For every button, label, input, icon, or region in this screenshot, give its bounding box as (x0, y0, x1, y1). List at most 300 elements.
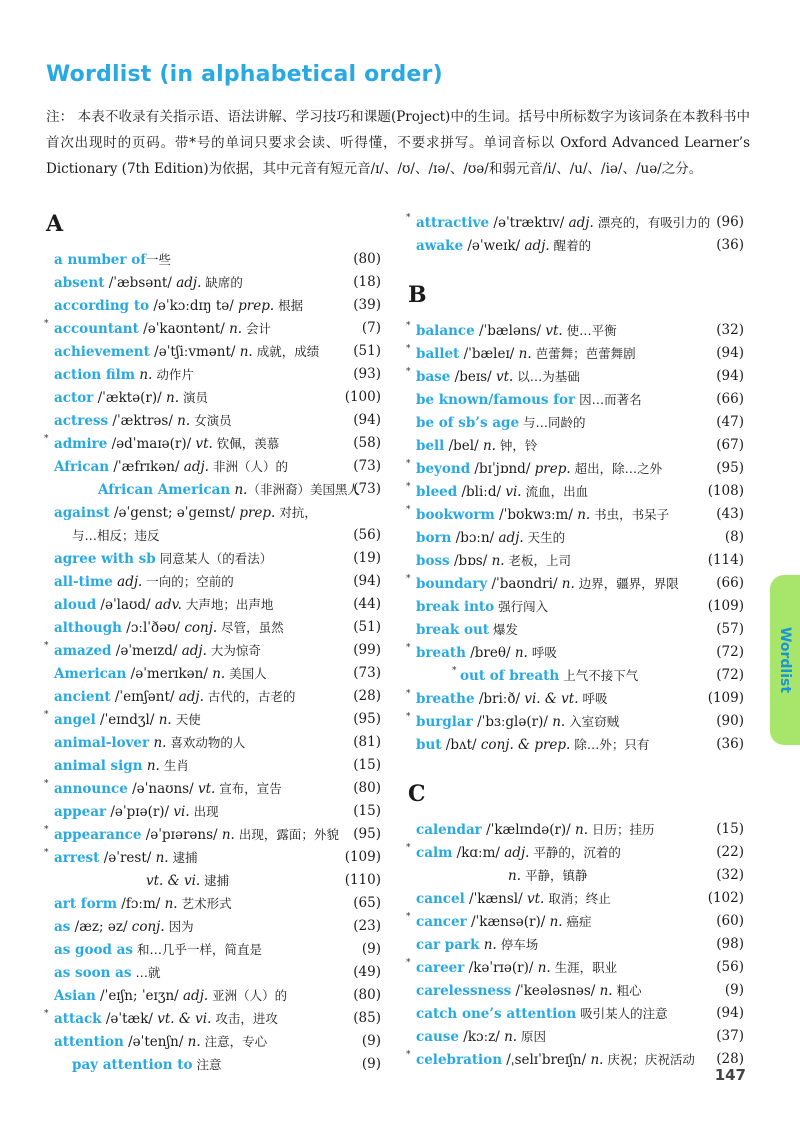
entry-part-of-speech: adj. (504, 845, 530, 861)
entry-phonetic: /ˈkænsl/ (464, 891, 527, 907)
wordlist-entry (408, 910, 744, 933)
entry-part-of-speech: vt. (195, 436, 213, 452)
entry-headword: awake (416, 238, 464, 254)
entry-page-ref: (100) (344, 389, 381, 405)
entry-phonetic: /əˈlaʊd/ (96, 597, 155, 613)
entry-phonetic: /bɔːn/ (451, 530, 499, 546)
entry-translation: 吸引某人的注意 (576, 1006, 668, 1021)
entry-part-of-speech: vi. & vt. (524, 691, 579, 707)
wordlist-entry (46, 432, 381, 455)
entry-phonetic: /ˈeɪnʃənt/ (110, 689, 179, 705)
entry-part-of-speech: prep. (534, 461, 571, 477)
wordlist-entry (46, 616, 381, 639)
entry-part-of-speech: n. (518, 346, 532, 362)
entry-headword: animal sign (54, 758, 143, 774)
entry-star-marker: * (406, 505, 411, 515)
wordlist-entry (46, 754, 381, 777)
wordlist-entry (408, 342, 744, 365)
entry-headword: calm (416, 845, 453, 861)
entry-page-ref: (114) (707, 552, 744, 568)
entry-phonetic: /fɔːm/ (117, 896, 165, 912)
entry-translation: 与…相反；违反 (72, 528, 160, 543)
entry-part-of-speech: vt. (495, 369, 514, 385)
entry-phonetic: /əˈkaʊntənt/ (138, 321, 230, 337)
wordlist-entry (408, 595, 744, 618)
entry-headword: aloud (54, 597, 97, 613)
wordlist-entry (408, 733, 744, 756)
wordlist-entry (46, 685, 381, 708)
wordlist-entry (408, 211, 744, 234)
entry-page-ref: (73) (353, 481, 381, 497)
entry-part-of-speech: conj. (184, 620, 218, 636)
entry-part-of-speech: n. (549, 914, 563, 930)
entry-star-marker: * (44, 779, 49, 789)
entry-translation: 出现，露面；外貌 (234, 827, 339, 842)
entry-part-of-speech: n. (212, 666, 226, 682)
wordlist-entry (408, 388, 744, 411)
entry-phonetic: /əˈtræktɪv/ (489, 215, 569, 231)
wordlist-entry (46, 938, 381, 961)
wordlist-entry (46, 662, 381, 685)
entry-translation: 使…平衡 (562, 323, 617, 338)
entry-translation: 喜欢动物的人 (166, 735, 246, 750)
entry-star-marker: * (406, 482, 411, 492)
entry-translation: 因…而著名 (575, 392, 642, 407)
entry-part-of-speech: adj. (498, 530, 524, 546)
entry-headword: accountant (54, 321, 139, 337)
entry-translation: 以…为基础 (513, 369, 580, 384)
entry-star-marker: * (44, 1009, 49, 1019)
entry-list-c (408, 818, 744, 1071)
wordlist-entry (408, 526, 744, 549)
wordlist-entry (46, 363, 381, 386)
entry-headword: beyond (416, 461, 471, 477)
entry-translation: 庆祝；庆祝活动 (603, 1052, 695, 1067)
entry-translation: 尽管，虽然 (217, 620, 284, 635)
entry-translation: 与…同龄的 (519, 415, 586, 430)
entry-part-of-speech: conj. & prep. (480, 737, 571, 753)
entry-headword: breathe (416, 691, 475, 707)
entry-translation: 美国人 (225, 666, 267, 681)
entry-phonetic: /ˈbæləns/ (474, 323, 546, 339)
entry-part-of-speech: adj. (183, 459, 209, 475)
wordlist-entry (408, 710, 744, 733)
wordlist-entry (46, 1030, 381, 1053)
entry-translation: 漂亮的，有吸引力的 (593, 215, 711, 230)
entry-page-ref: (37) (716, 1028, 744, 1044)
entry-page-ref: (15) (716, 821, 744, 837)
wordlist-entry (46, 248, 381, 271)
wordlist-entry (46, 501, 381, 524)
entry-phonetic: /ˈeɪndʒl/ (95, 712, 159, 728)
wordlist-side-tab (770, 575, 800, 745)
entry-part-of-speech: n. (158, 712, 172, 728)
entry-part-of-speech: n. (514, 645, 528, 661)
wordlist-entry (46, 294, 381, 317)
wordlist-entry (408, 1002, 744, 1025)
entry-headword: catch one’s attention (416, 1006, 577, 1022)
entry-headword: cancel (416, 891, 465, 907)
entry-headword: as (54, 919, 71, 935)
entry-phonetic: /əˈkɔːdɪŋ tə/ (149, 298, 239, 314)
entry-headword: ballet (416, 346, 460, 362)
entry-list-b (408, 319, 744, 756)
entry-part-of-speech: vt. & vi. (146, 873, 201, 889)
entry-page-ref: (28) (716, 1051, 744, 1067)
entry-headword: action film (54, 367, 136, 383)
entry-phonetic: /kəˈrɪə(r)/ (464, 960, 538, 976)
entry-phonetic: /ˈæktrəs/ (108, 413, 178, 429)
entry-part-of-speech: n. (577, 507, 591, 523)
entry-part-of-speech: n. (483, 937, 497, 953)
entry-translation: 因为 (164, 919, 194, 934)
entry-page-ref: (19) (353, 550, 381, 566)
entry-translation: 和…几乎一样，简直是 (132, 942, 262, 957)
entry-part-of-speech: n. (146, 758, 160, 774)
entry-phonetic: /əˈpɪərəns/ (141, 827, 222, 843)
wordlist-entry (408, 480, 744, 503)
entry-headword: boss (416, 553, 450, 569)
entry-page-ref: (57) (716, 621, 744, 637)
entry-headword: arrest (54, 850, 100, 866)
entry-part-of-speech: vt. (197, 781, 216, 797)
entry-page-ref: (9) (361, 1056, 381, 1072)
entry-translation: 成就，成绩 (252, 344, 320, 359)
entry-headword: celebration (416, 1052, 503, 1068)
entry-list-a-continued (408, 211, 744, 257)
entry-headword: pay attention to (72, 1057, 193, 1073)
entry-page-ref: (96) (716, 214, 744, 230)
entry-headword: cause (416, 1029, 459, 1045)
entry-headword: art form (54, 896, 118, 912)
entry-headword: as soon as (54, 965, 132, 981)
wordlist-entry (46, 271, 381, 294)
left-column (46, 206, 381, 1076)
entry-translation: 根据 (274, 298, 304, 313)
entry-page-ref: (72) (716, 667, 744, 683)
wordlist-entry (408, 411, 744, 434)
entry-part-of-speech: n. (590, 1052, 604, 1068)
entry-page-ref: (67) (716, 437, 744, 453)
entry-star-marker: * (406, 321, 411, 331)
wordlist-entry (408, 434, 744, 457)
entry-page-ref: (18) (353, 274, 381, 290)
wordlist-entry (46, 386, 381, 409)
entry-part-of-speech: n. (239, 344, 253, 360)
entry-part-of-speech: n. (187, 1034, 201, 1050)
intro-note: 注： 本表不收录有关指示语、语法讲解、学习技巧和课题(Project)中的生词。括号中所标数字为该词条在本教科书中首次出现时的页码。带*号的单词只要求会读、听得懂，不要求拼写。单词音标以 Oxford Advanced Learner’s Dictionary (7th Edition)为依据，其中元音有短元音/ɪ/、/ʊ/、/ɪə/、/ʊə/和弱元音/i/、/u/、/iə/、/uə/之分。 (46, 109, 750, 177)
entry-headword: African (54, 459, 110, 475)
entry-translation: 女演员 (190, 413, 232, 428)
entry-translation: 取消；终止 (544, 891, 611, 906)
entry-page-ref: (65) (353, 895, 381, 911)
entry-page-ref: (95) (353, 826, 381, 842)
entry-headword: bleed (416, 484, 458, 500)
entry-page-ref: (39) (353, 297, 381, 313)
entry-phonetic: /ˈkeələsnəs/ (511, 983, 600, 999)
entry-page-ref: (9) (361, 941, 381, 957)
section-letter-c: C (408, 781, 426, 807)
page-number: 147 (714, 1066, 746, 1084)
entry-headword: against (54, 505, 110, 521)
entry-page-ref: (7) (361, 320, 381, 336)
entry-star-marker: * (406, 574, 411, 584)
entry-part-of-speech: n. (234, 482, 248, 498)
entry-page-ref: (32) (716, 322, 744, 338)
entry-star-marker: * (406, 843, 411, 853)
entry-headword: out of breath (460, 668, 560, 684)
wordlist-entry (408, 887, 744, 910)
entry-headword: attack (54, 1011, 102, 1027)
entry-page-ref: (80) (353, 780, 381, 796)
entry-page-ref: (9) (361, 1033, 381, 1049)
entry-page-ref: (49) (353, 964, 381, 980)
entry-headword: balance (416, 323, 475, 339)
wordlist-entry (408, 1025, 744, 1048)
entry-star-marker: * (406, 912, 411, 922)
wordlist-entry (46, 846, 381, 869)
side-tab-label: Wordlist (777, 626, 793, 694)
entry-headword: be known/famous for (416, 392, 576, 408)
entry-page-ref: (22) (716, 844, 744, 860)
entry-page-ref: (94) (353, 573, 381, 589)
entry-phonetic: /əˈtenʃn/ (123, 1034, 188, 1050)
wordlist-entry (46, 1053, 381, 1076)
wordlist-entry (408, 864, 744, 887)
entry-page-ref: (72) (716, 644, 744, 660)
entry-translation: 天使 (171, 712, 201, 727)
entry-headword: cancer (416, 914, 467, 930)
entry-star-marker: * (44, 710, 49, 720)
entry-translation: 爆发 (489, 622, 518, 637)
entry-part-of-speech: n. (491, 553, 505, 569)
entry-translation: 除…外；只有 (570, 737, 650, 752)
entry-headword: born (416, 530, 452, 546)
entry-headword: as good as (54, 942, 133, 958)
entry-part-of-speech: conj. (131, 919, 165, 935)
entry-translation: 平静的，沉着的 (529, 845, 621, 860)
entry-part-of-speech: n. (561, 576, 575, 592)
entry-part-of-speech: n. (508, 868, 521, 884)
entry-translation: 钦佩，羡慕 (212, 436, 280, 451)
entry-phonetic: /bɒs/ (449, 553, 492, 569)
entry-headword: achievement (54, 344, 150, 360)
entry-part-of-speech: adj. (183, 988, 209, 1004)
wordlist-entry (408, 365, 744, 388)
entry-phonetic: /breθ/ (465, 645, 515, 661)
wordlist-entry (408, 956, 744, 979)
entry-phonetic: /ˈæbsənt/ (104, 275, 177, 291)
entry-page-ref: (94) (716, 1005, 744, 1021)
entry-translation: 一向的；空前的 (142, 574, 234, 589)
entry-part-of-speech: vt. (526, 891, 545, 907)
entry-translation: 亚洲（人）的 (208, 988, 288, 1003)
entry-part-of-speech: prep. (238, 298, 275, 314)
entry-translation: 动作片 (152, 367, 194, 382)
wordlist-entry (46, 478, 381, 501)
entry-part-of-speech: vt. (545, 323, 563, 339)
entry-translation: 呼吸 (527, 645, 557, 660)
entry-page-ref: (109) (707, 598, 744, 614)
wordlist-entry (408, 549, 744, 572)
entry-page-ref: (80) (353, 251, 381, 267)
section-spacer (408, 257, 744, 277)
wordlist-entry (408, 687, 744, 710)
entry-part-of-speech: n. (166, 390, 179, 406)
entry-page-ref: (56) (353, 527, 381, 543)
entry-phonetic: /ɔːlˈðəʊ/ (122, 620, 185, 636)
entry-part-of-speech: adj. (178, 689, 204, 705)
entry-part-of-speech: n. (504, 1029, 518, 1045)
entry-page-ref: (36) (716, 736, 744, 752)
entry-page-ref: (66) (716, 575, 744, 591)
entry-phonetic: /əˈweɪk/ (463, 238, 525, 254)
entry-headword: actress (54, 413, 109, 429)
entry-page-ref: (81) (353, 734, 381, 750)
entry-translation: 同意某人（的看法） (155, 551, 273, 566)
entry-phonetic: /kɑːm/ (452, 845, 505, 861)
entry-page-ref: (85) (353, 1010, 381, 1026)
entry-page-ref: (109) (344, 849, 381, 865)
entry-page-ref: (99) (353, 642, 381, 658)
entry-phonetic: /əˈpɪə(r)/ (106, 804, 174, 820)
entry-headword: admire (54, 436, 108, 452)
entry-star-marker: * (406, 344, 411, 354)
entry-part-of-speech: n. (552, 714, 566, 730)
entry-translation: （非洲裔）美国黑人 (247, 482, 360, 497)
entry-phonetic: /ˌselɪˈbreɪʃn/ (502, 1052, 591, 1068)
entry-phonetic: /briːð/ (474, 691, 525, 707)
wordlist-entry (46, 524, 381, 547)
entry-translation: 流血，出血 (521, 484, 589, 499)
entry-page-ref: (90) (716, 713, 744, 729)
entry-part-of-speech: prep. (239, 505, 276, 521)
entry-phonetic: /ˈkænsə(r)/ (466, 914, 550, 930)
entry-headword: American (54, 666, 127, 682)
wordlist-entry (46, 455, 381, 478)
entry-headword: agree with sb (54, 551, 156, 567)
entry-page-ref: (73) (353, 665, 381, 681)
entry-phonetic: /ədˈmaɪə(r)/ (107, 436, 196, 452)
entry-part-of-speech: n. (482, 438, 496, 454)
entry-page-ref: (98) (716, 936, 744, 952)
entry-translation: 大为惊奇 (206, 643, 261, 658)
entry-phonetic: /ˈæfrɪkən/ (109, 459, 184, 475)
page-title: Wordlist (in alphabetical order) (46, 62, 443, 87)
entry-page-ref: (80) (353, 987, 381, 1003)
entry-page-ref: (102) (707, 890, 744, 906)
entry-headword: Asian (54, 988, 96, 1004)
entry-translation: 停车场 (496, 937, 539, 952)
entry-phonetic: /ˈbæleɪ/ (459, 346, 519, 362)
entry-translation: 逮捕 (168, 850, 198, 865)
wordlist-entry (46, 731, 381, 754)
entry-star-marker: * (406, 1050, 411, 1060)
wordlist-entry (46, 869, 381, 892)
entry-translation: 生肖 (159, 758, 189, 773)
wordlist-entry (408, 319, 744, 342)
entry-headword: break into (416, 599, 495, 615)
entry-translation: 癌症 (562, 914, 592, 929)
entry-translation: 非洲（人）的 (208, 459, 288, 474)
entry-headword: actor (54, 390, 94, 406)
wordlist-entry (46, 984, 381, 1007)
entry-page-ref: (95) (716, 460, 744, 476)
entry-headword: according to (54, 298, 150, 314)
entry-translation: 日历；挂历 (588, 822, 655, 837)
entry-page-ref: (51) (353, 619, 381, 635)
entry-phonetic: /bel/ (444, 438, 483, 454)
entry-translation: 生涯，职业 (550, 960, 618, 975)
section-letter-b: B (408, 282, 427, 308)
section-letter-a: A (46, 211, 64, 237)
entry-translation: 老板，上司 (504, 553, 572, 568)
entry-phonetic: /ˈbʊkwɜːm/ (494, 507, 578, 523)
entry-star-marker: * (406, 958, 411, 968)
entry-headword: burglar (416, 714, 473, 730)
entry-headword: appearance (54, 827, 142, 843)
wordlist-entry (46, 777, 381, 800)
entry-part-of-speech: n. (153, 735, 167, 751)
entry-translation: 古代的，古老的 (203, 689, 296, 704)
wordlist-entry (46, 409, 381, 432)
entry-part-of-speech: n. (164, 896, 178, 912)
entry-translation: 出现 (189, 804, 219, 819)
entry-part-of-speech: adj. (568, 215, 594, 231)
entry-page-ref: (60) (716, 913, 744, 929)
entry-part-of-speech: adj. (181, 643, 207, 659)
entry-headword: breath (416, 645, 466, 661)
entry-headword: but (416, 737, 442, 753)
entry-phonetic: /kɔːz/ (458, 1029, 505, 1045)
entry-phonetic: /bliːd/ (457, 484, 506, 500)
entry-translation: 粗心 (612, 983, 642, 998)
entry-headword: African American (98, 482, 231, 498)
entry-page-ref: (66) (716, 391, 744, 407)
entry-translation: 大声地；出声地 (181, 597, 274, 612)
wordlist-entry (46, 800, 381, 823)
entry-part-of-speech: vt. & vi. (157, 1011, 212, 1027)
entry-star-marker: * (44, 641, 49, 651)
entry-translation: 入室窃贼 (565, 714, 620, 729)
entry-part-of-speech: n. (599, 983, 613, 999)
entry-translation: 逮捕 (200, 873, 230, 888)
entry-part-of-speech: vi. (173, 804, 190, 820)
entry-page-ref: (94) (716, 368, 744, 384)
entry-phonetic: /ˈbɜːglə(r)/ (472, 714, 553, 730)
entry-phonetic: /ˈæktə(r)/ (93, 390, 166, 406)
entry-page-ref: (58) (353, 435, 381, 451)
entry-phonetic: /bɪˈjɒnd/ (470, 461, 535, 477)
entry-part-of-speech: n. (537, 960, 551, 976)
entry-translation: 宣布，宣告 (215, 781, 282, 796)
entry-phonetic: /əˈgenst; əˈgeɪnst/ (109, 505, 240, 521)
wordlist-entry (46, 317, 381, 340)
wordlist-entry (46, 1007, 381, 1030)
entry-star-marker: * (452, 666, 457, 676)
entry-headword: career (416, 960, 465, 976)
wordlist-entry (46, 570, 381, 593)
wordlist-entry (46, 639, 381, 662)
entry-page-ref: (8) (724, 529, 744, 545)
entry-page-ref: (15) (353, 757, 381, 773)
entry-part-of-speech: vi. (505, 484, 522, 500)
entry-headword: all-time (54, 574, 113, 590)
wordlist-entry (408, 641, 744, 664)
entry-phonetic: /beɪs/ (450, 369, 496, 385)
wordlist-entry (408, 818, 744, 841)
entry-headword: attention (54, 1034, 124, 1050)
